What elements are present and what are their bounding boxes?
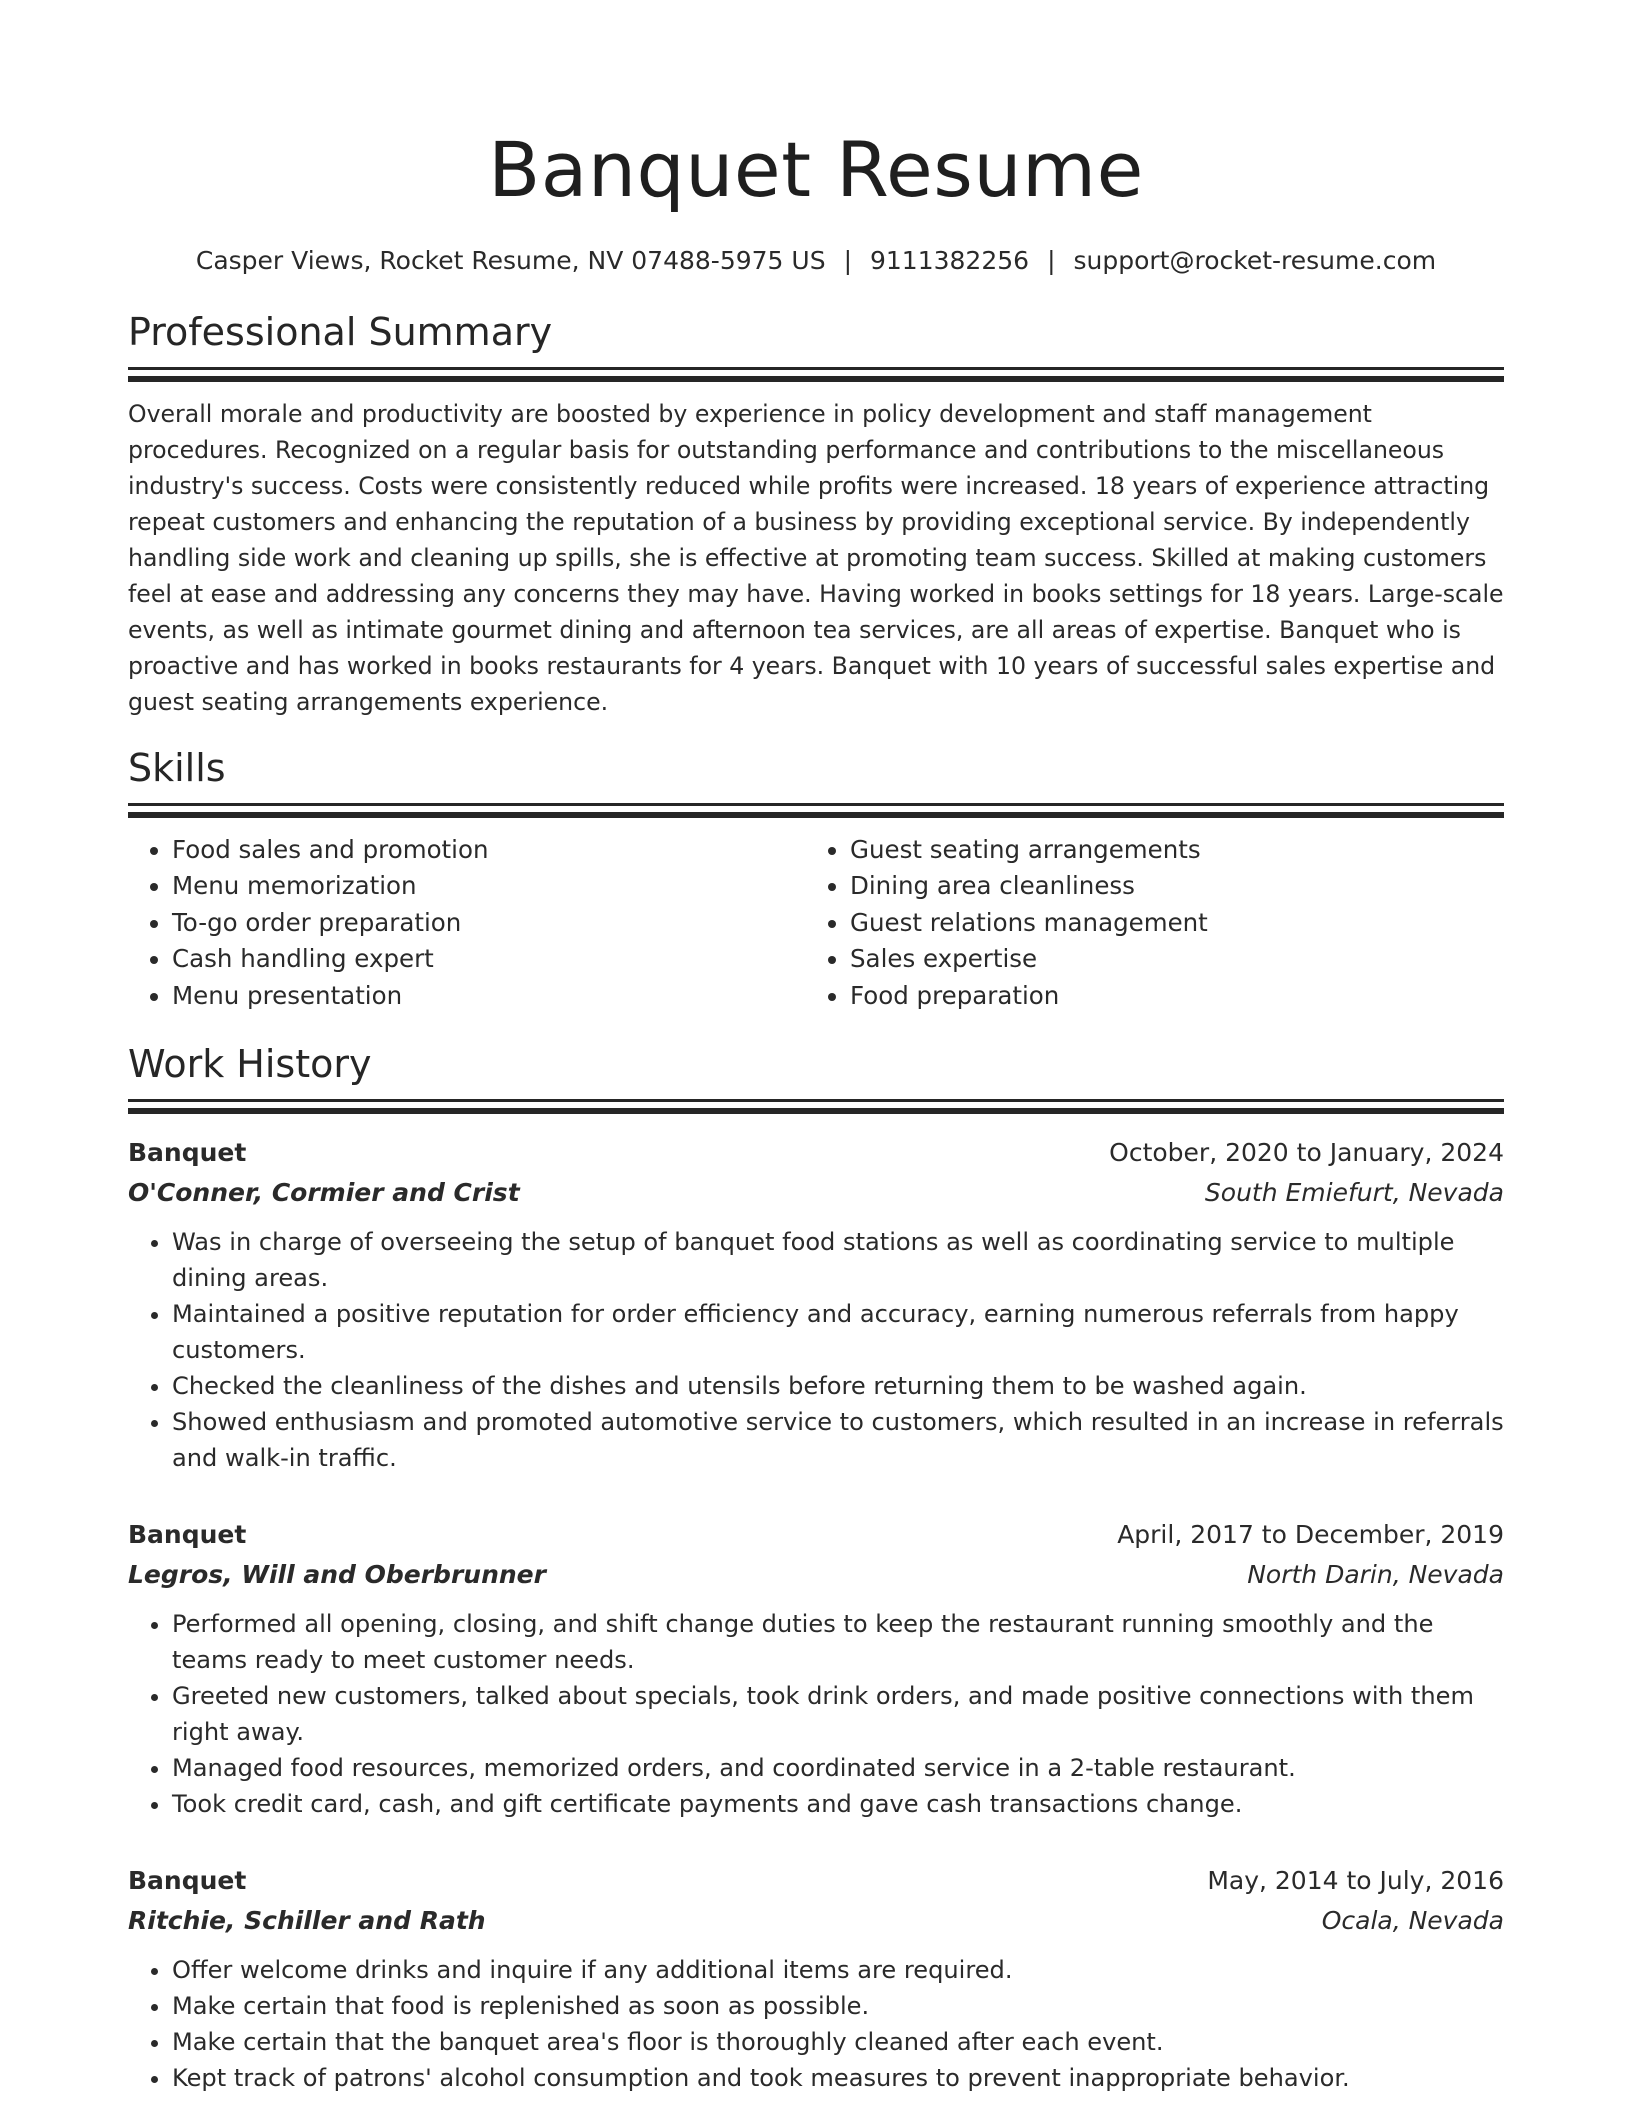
skills-grid <box>128 832 1504 1014</box>
skill-item: • Menu presentation <box>172 978 806 1014</box>
skill-item: • To-go order preparation <box>172 905 806 941</box>
job-bullets <box>128 1606 1504 1822</box>
job-bullet: • Managed food resources, memorized orders, and coordinated service in a 2-table restaurant. <box>172 1750 1504 1786</box>
summary-heading: Professional Summary <box>128 310 553 354</box>
skill-item: • Dining area cleanliness <box>850 868 1484 904</box>
job-bullet: • Offer welcome drinks and inquire if any additional items are required. <box>172 1952 1504 1988</box>
job-company: O'Conner, Cormier and Crist <box>128 1178 520 1208</box>
job-entry <box>128 1136 1504 1476</box>
job-location: South Emiefurt, Nevada <box>1204 1178 1504 1208</box>
job-entry <box>128 1518 1504 1822</box>
resume-name: Banquet Resume <box>488 125 1144 214</box>
skill-item: • Guest seating arrangements <box>850 832 1484 868</box>
section-rule-thin <box>128 367 1504 370</box>
section-rule-thin <box>128 1099 1504 1102</box>
job-title: Banquet <box>128 1866 247 1896</box>
job-bullet: • Make certain that food is replenished as soon as possible. <box>172 1988 1504 2024</box>
skills-heading: Skills <box>128 746 226 790</box>
job-location: North Darin, Nevada <box>1247 1560 1504 1590</box>
contact-separator: | <box>843 246 852 275</box>
job-bullet: • Took credit card, cash, and gift certificate payments and gave cash transactions change. <box>172 1786 1504 1822</box>
contact-phone: 9111382256 <box>870 246 1030 275</box>
section-rule-thick <box>128 376 1504 382</box>
work-history-heading: Work History <box>128 1042 372 1087</box>
job-bullets <box>128 1224 1504 1476</box>
job-bullet: • Kept track of patrons' alcohol consumption and took measures to prevent inappropriate behavior. <box>172 2060 1504 2096</box>
job-bullet: • Was in charge of overseeing the setup of banquet food stations as well as coordinating service to multiple dining areas. <box>172 1224 1504 1296</box>
skill-item: • Menu memorization <box>172 868 806 904</box>
job-location: Ocala, Nevada <box>1321 1906 1504 1936</box>
job-company: Ritchie, Schiller and Rath <box>128 1906 486 1936</box>
job-dates: October, 2020 to January, 2024 <box>1109 1138 1504 1168</box>
skill-item: • Guest relations management <box>850 905 1484 941</box>
skill-item: • Cash handling expert <box>172 941 806 977</box>
job-entry <box>128 1864 1504 2096</box>
skill-item: • Food preparation <box>850 978 1484 1014</box>
section-rule-thick <box>128 1108 1504 1114</box>
job-bullet: • Maintained a positive reputation for order efficiency and accuracy, earning numerous referrals from happy customers. <box>172 1296 1504 1368</box>
job-title: Banquet <box>128 1138 247 1168</box>
summary-text: Overall morale and productivity are boosted by experience in policy development and staff management procedures. Recognized on a regular basis for outstanding performance and contributions to the miscellaneous industry's success. Costs were consistently reduced while profits were increased. 18 years of experience attracting repeat customers and enhancing the reputation of a business by providing exceptional service. By independently handling side work and cleaning up spills, she is effective at promoting team success. Skilled at making customers feel at ease and addressing any concerns they may have. Having worked in books settings for 18 years. Large-scale events, as well as intimate gourmet dining and afternoon tea services, are all areas of expertise. Banquet who is proactive and has worked in books restaurants for 4 years. Banquet with 10 years of successful sales expertise and guest seating arrangements experience. <box>128 400 1504 716</box>
job-bullet: • Performed all opening, closing, and shift change duties to keep the restaurant running smoothly and the teams ready to meet customer needs. <box>172 1606 1504 1678</box>
section-rule-thin <box>128 803 1504 806</box>
contact-line <box>128 244 1504 278</box>
job-dates: May, 2014 to July, 2016 <box>1207 1866 1504 1896</box>
job-bullets <box>128 1952 1504 2096</box>
section-rule-thick <box>128 812 1504 818</box>
job-title: Banquet <box>128 1520 247 1550</box>
contact-address: Casper Views, Rocket Resume, NV 07488-5975 US <box>195 246 826 275</box>
skill-item: • Sales expertise <box>850 941 1484 977</box>
skills-column-right <box>806 832 1484 1014</box>
contact-email: support@rocket-resume.com <box>1073 246 1437 275</box>
job-bullet: • Checked the cleanliness of the dishes and utensils before returning them to be washed again. <box>172 1368 1504 1404</box>
job-bullet: • Showed enthusiasm and promoted automotive service to customers, which resulted in an increase in referrals and walk-in traffic. <box>172 1404 1504 1476</box>
contact-separator: | <box>1047 246 1056 275</box>
job-company: Legros, Will and Oberbrunner <box>128 1560 546 1590</box>
job-bullet: • Make certain that the banquet area's floor is thoroughly cleaned after each event. <box>172 2024 1504 2060</box>
skills-column-left <box>128 832 806 1014</box>
skill-item: • Food sales and promotion <box>172 832 806 868</box>
job-dates: April, 2017 to December, 2019 <box>1117 1520 1504 1550</box>
job-bullet: • Greeted new customers, talked about specials, took drink orders, and made positive connections with them right away. <box>172 1678 1504 1750</box>
